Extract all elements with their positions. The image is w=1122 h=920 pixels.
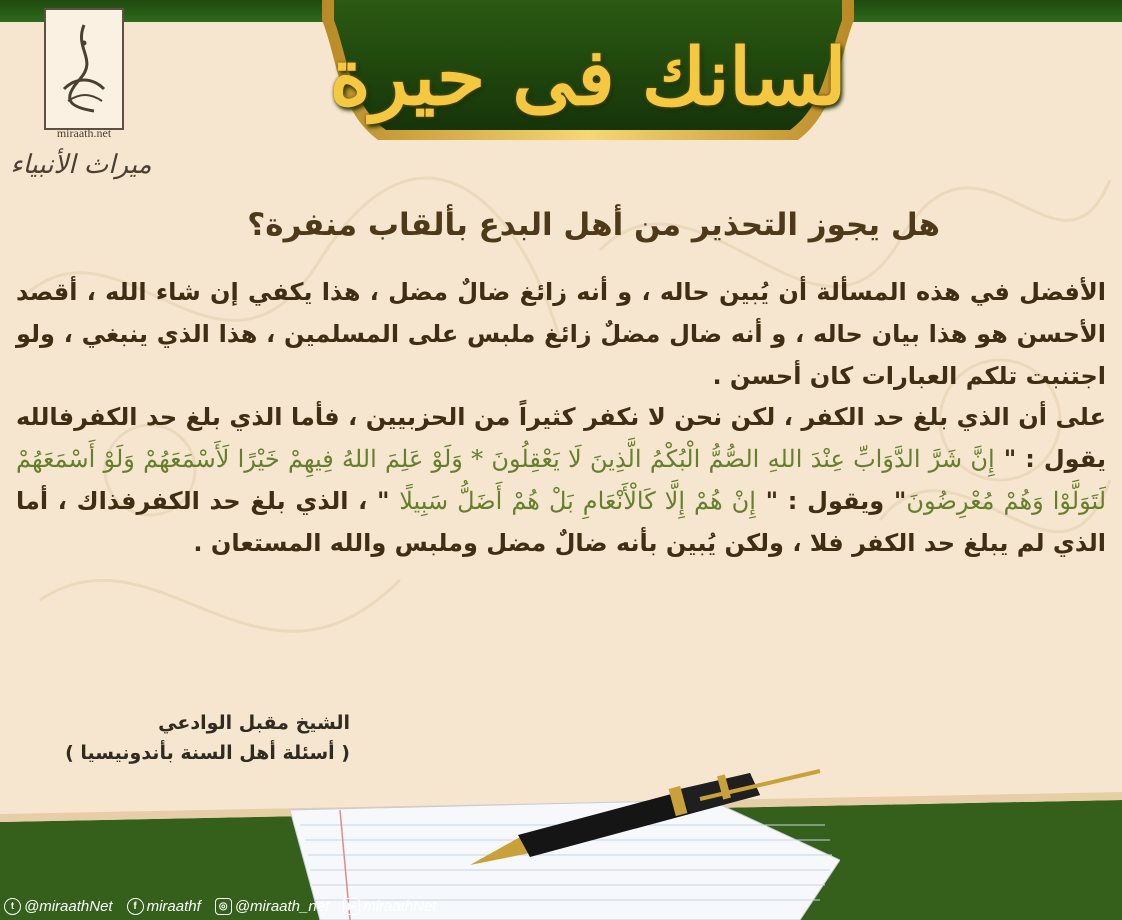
paragraph-2-mid: " ويقول : ": [765, 486, 907, 515]
social-instagram[interactable]: [215, 898, 329, 915]
article-body: [16, 272, 1106, 565]
calligraphy-logo-icon: [54, 19, 114, 119]
quran-verse-1: إِنَّ شَرَّ الدَّوَابِّ عِنْدَ اللهِ الصُّمُّ الْبُكْمُ الَّذِينَ لَا يَعْقِلُونَ * وَلَوْ عَلِمَ اللهُ فِيهِمْ خَيْرًا لَأَسْمَعَهُمْ وَلَوْ أَسْمَعَهُمْ لَتَوَلَّوْا وَهُمْ مُعْرِضُونَ: [16, 445, 1107, 515]
logo-url: miraath.net: [56, 126, 112, 140]
quran-verse-2: إِنْ هُمْ إِلَّا كَالْأَنْعَامِ بَلْ هُمْ أَضَلُّ سَبِيلًا: [399, 486, 756, 515]
facebook-handle: miraathf: [146, 898, 201, 915]
instagram-handle: @miraath_net: [234, 898, 330, 915]
youtube-icon: ▶: [343, 898, 360, 915]
page-heading: هل يجوز التحذير من أهل البدع بألقاب منفرة؟: [247, 207, 940, 243]
social-facebook[interactable]: [127, 898, 201, 915]
logo-emblem: [44, 8, 124, 130]
paragraph-2-end: " ، الذي بلغ حد الكفرفذاك ، أما الذي لم يبلغ حد الكفر فلا ، ولكن يُبين بأنه ضالٌ مضل وملبس والله المستعان .: [16, 486, 1106, 557]
instagram-icon: ◎: [215, 898, 232, 915]
twitter-handle: @miraathNet: [24, 898, 113, 915]
social-twitter[interactable]: [4, 898, 113, 915]
facebook-icon: f: [127, 898, 144, 915]
paragraph-1: الأفضل في هذه المسألة أن يُبين حاله ، و أنه زائغ ضالٌ مضل ، هذا يكفي إن شاء الله ، أقصد الأحسن هو هذا بيان حاله ، و أنه ضال مضلٌ زائغ ملبس على المسلمين ، هذا الذي ينبغي ، ولو اجتنبت تلكم العبارات كان أحسن .: [16, 278, 1106, 390]
twitter-icon: t: [4, 898, 21, 915]
source-reference: ( أسئلة أهل السنة بأندونيسيا ): [65, 742, 350, 764]
youtube-handle: miraathNet: [363, 898, 437, 915]
logo-brand-calligraphy: ميراث الأنبياء: [10, 150, 152, 180]
social-links: [0, 893, 437, 920]
author-name: الشيخ مقبل الوادعي: [158, 712, 350, 734]
banner-title: لسانك فى حيرة: [329, 31, 847, 123]
paragraph-2: [16, 397, 1106, 564]
social-youtube[interactable]: [343, 898, 436, 915]
paragraph-2-start: على أن الذي بلغ حد الكفر ، لكن نحن لا نكفر كثيراً من الحزبيين ، فأما الذي بلغ حد الكفرفالله يقول : ": [16, 403, 1106, 474]
